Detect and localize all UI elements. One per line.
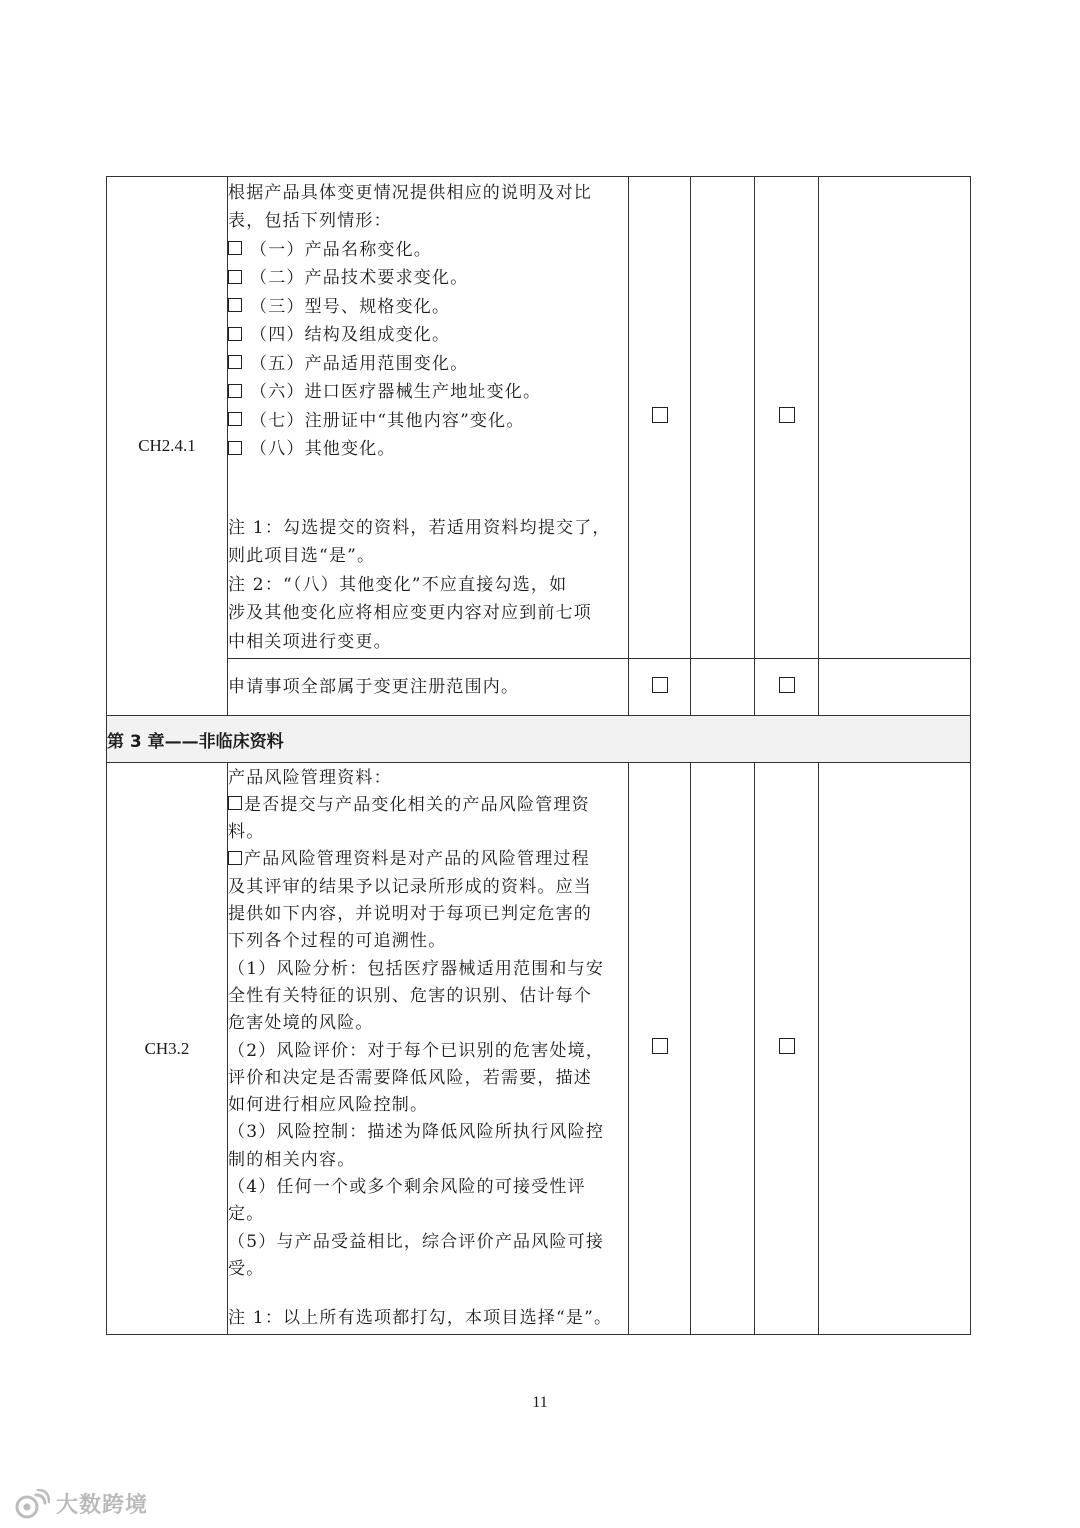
checkbox[interactable]: [228, 241, 242, 255]
chapter-title: 第 3 章——非临床资料: [107, 716, 971, 763]
no-checkbox[interactable]: [779, 1038, 795, 1054]
option-item: （三）型号、规格变化。: [228, 293, 628, 322]
text-line: 如何进行相应风险控制。: [228, 1095, 429, 1116]
text-line: （3）风险控制：描述为降低风险所执行风险控: [228, 1122, 605, 1143]
empty-cell: [691, 659, 755, 716]
text-line: 全性有关特征的识别、危害的识别、估计每个: [228, 985, 592, 1006]
check-line: 是否提交与产品变化相关的产品风险管理资: [228, 792, 628, 819]
text-line: 提供如下内容，并说明对于每项已判定危害的: [228, 904, 592, 925]
option-item: （二）产品技术要求变化。: [228, 264, 628, 293]
checkbox[interactable]: [228, 851, 242, 865]
no-checkbox[interactable]: [779, 407, 795, 423]
text-line: （2）风险评价：对于每个已识别的危害处境，: [228, 1040, 605, 1061]
no-cell: [755, 177, 819, 659]
remark-cell: [819, 177, 971, 659]
heading-line: 产品风险管理资料：: [228, 767, 392, 788]
text-line: 定。: [228, 1204, 265, 1225]
text-line: 下列各个过程的可追溯性。: [228, 931, 447, 952]
checklist-table: [106, 176, 971, 1335]
remark-cell: [819, 659, 971, 716]
checkbox[interactable]: [228, 796, 242, 810]
intro-line: 根据产品具体变更情况提供相应的说明及对比: [228, 182, 592, 203]
yes-checkbox[interactable]: [652, 1038, 668, 1054]
text-line: 及其评审的结果予以记录所形成的资料。应当: [228, 876, 592, 897]
item-code: CH2.4.1: [107, 177, 228, 716]
note-line: 注 1：勾选提交的资料，若适用资料均提交了，: [228, 517, 611, 538]
checkbox[interactable]: [228, 270, 242, 284]
checkbox[interactable]: [228, 412, 242, 426]
option-item: （六）进口医疗器械生产地址变化。: [228, 378, 628, 407]
text-line: 评价和决定是否需要降低风险，若需要，描述: [228, 1067, 592, 1088]
page-number: 11: [532, 1394, 548, 1411]
option-item: （八）其他变化。: [228, 435, 628, 464]
item-code: CH3.2: [107, 763, 228, 1335]
text-line: 料。: [228, 822, 265, 843]
option-item: （七）注册证中“其他内容”变化。: [228, 407, 628, 436]
note-line: 则此项目选“是”。: [228, 546, 376, 567]
empty-cell: [691, 763, 755, 1335]
text-line: 制的相关内容。: [228, 1149, 356, 1170]
checkbox[interactable]: [228, 327, 242, 341]
weibo-logo-icon: [12, 1489, 50, 1519]
row-ch2-4-1: [107, 177, 971, 659]
text-line: （1）风险分析：包括医疗器械适用范围和与安: [228, 958, 605, 979]
row-ch3-2: [107, 763, 971, 1335]
text-line: 受。: [228, 1258, 265, 1279]
note-line: 中相关项进行变更。: [228, 631, 392, 652]
no-checkbox[interactable]: [779, 677, 795, 693]
option-item: （一）产品名称变化。: [228, 236, 628, 265]
yes-checkbox[interactable]: [652, 677, 668, 693]
row-scope: [107, 659, 971, 716]
option-item: （五）产品适用范围变化。: [228, 350, 628, 379]
yes-checkbox[interactable]: [652, 407, 668, 423]
item-description: [228, 177, 629, 659]
yes-cell: [629, 177, 691, 659]
chapter-row: [107, 716, 971, 763]
text-line: （4）任何一个或多个剩余风险的可接受性评: [228, 1176, 586, 1197]
checkbox[interactable]: [228, 441, 242, 455]
note-line: 涉及其他变化应将相应变更内容对应到前七项: [228, 603, 592, 624]
option-item: （四）结构及组成变化。: [228, 321, 628, 350]
note-line: 注 2：“（八）其他变化”不应直接勾选，如: [228, 574, 568, 595]
empty-cell: [691, 177, 755, 659]
yes-cell: [629, 763, 691, 1335]
watermark-text: 大数跨境: [56, 1493, 149, 1518]
no-cell: [755, 659, 819, 716]
intro-line: 表，包括下列情形：: [228, 211, 392, 232]
remark-cell: [819, 763, 971, 1335]
checkbox[interactable]: [228, 384, 242, 398]
checkbox[interactable]: [228, 298, 242, 312]
text-line: （5）与产品受益相比，综合评价产品风险可接: [228, 1231, 605, 1252]
item-description: 申请事项全部属于变更注册范围内。: [228, 659, 629, 716]
yes-cell: [629, 659, 691, 716]
text-line: 危害处境的风险。: [228, 1013, 374, 1034]
item-description: [228, 763, 629, 1335]
check-line: 产品风险管理资料是对产品的风险管理过程: [228, 846, 628, 873]
note-line: 注 1：以上所有选项都打勾，本项目选择“是”。: [228, 1308, 613, 1329]
watermark: [12, 1488, 148, 1519]
checkbox[interactable]: [228, 355, 242, 369]
no-cell: [755, 763, 819, 1335]
